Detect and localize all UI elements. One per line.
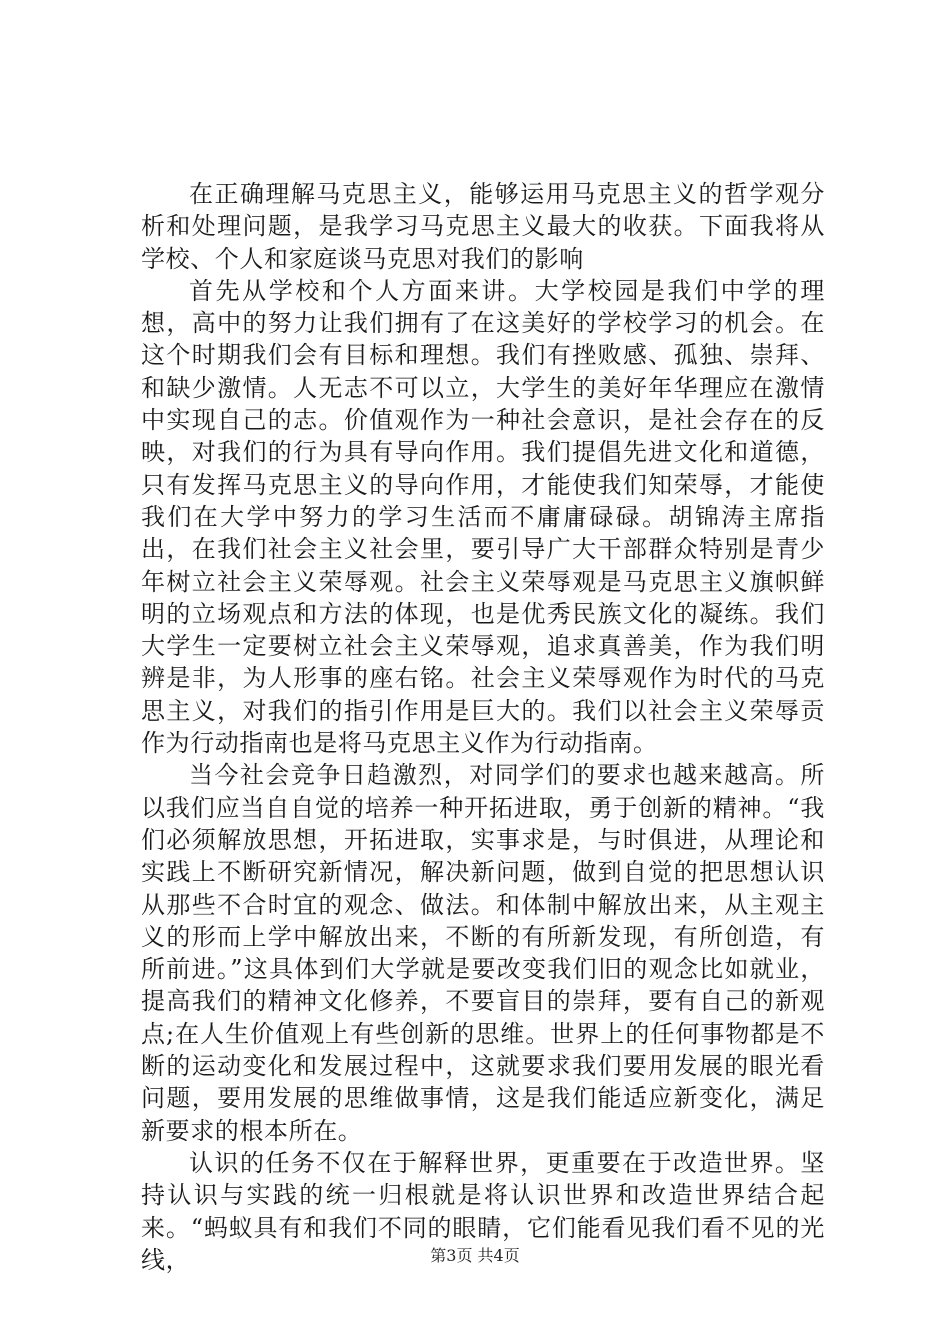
paragraph-3: 当今社会竞争日趋激烈，对同学们的要求也越来越高。所以我们应当自自觉的培养一种开拓进取，勇于创新的精神。“我们必须解放思想，开拓进取，实事求是，与时俱进，从理论和实践上不断研究新情况，解决新问题，做到自觉的把思想认识从那些不合时宜的观念、做法。和体制中解放出来，从主观主义的形而上学中解放出来，不断的有所新发现，有所创造，有所前进。”这具体到们大学就是要改变我们旧的观念比如就业，提高我们的精神文化修养，不要盲目的崇拜，要有自己的新观点;在人生价值观上有些创新的思维。世界上的任何事物都是不断的运动变化和发展过程中，这就要求我们要用发展的眼光看问题，要用发展的思维做事情，这是我们能适应新变化，满足新要求的根本所在。: [141, 761, 825, 1145]
paragraph-1: 在正确理解马克思主义，能够运用马克思主义的哲学观分析和处理问题，是我学习马克思主义最大的收获。下面我将从学校、个人和家庭谈马克思对我们的影响: [141, 180, 825, 273]
paragraph-2: 首先从学校和个人方面来讲。大学校园是我们中学的理想，高中的努力让我们拥有了在这美好的学校学习的机会。在这个时期我们会有目标和理想。我们有挫败感、孤独、崇拜、和缺少激情。人无志不可以立，大学生的美好年华理应在激情中实现自己的志。价值观作为一种社会意识，是社会存在的反映，对我们的行为具有导向作用。我们提倡先进文化和道德，只有发挥马克思主义的导向作用，才能使我们知荣辱，才能使我们在大学中努力的学习生活而不庸庸碌碌。胡锦涛主席指出，在我们社会主义社会里，要引导广大干部群众特别是青少年树立社会主义荣辱观。社会主义荣辱观是马克思主义旗帜鲜明的立场观点和方法的体现，也是优秀民族文化的凝练。我们大学生一定要树立社会主义荣辱观，追求真善美，作为我们明辨是非，为人形事的座右铭。社会主义荣辱观作为时代的马克思主义，对我们的指引作用是巨大的。我们以社会主义荣辱贡作为行动指南也是将马克思主义作为行动指南。: [141, 276, 825, 758]
document-body: [141, 178, 825, 1276]
page-footer: 第3页 共4页: [430, 1246, 520, 1265]
paragraph-4: 认识的任务不仅在于解释世界，更重要在于改造世界。坚持认识与实践的统一归根就是将认识世界和改造世界结合起来。“蚂蚁具有和我们不同的眼睛，它们能看见我们看不见的光线，: [141, 1148, 825, 1274]
